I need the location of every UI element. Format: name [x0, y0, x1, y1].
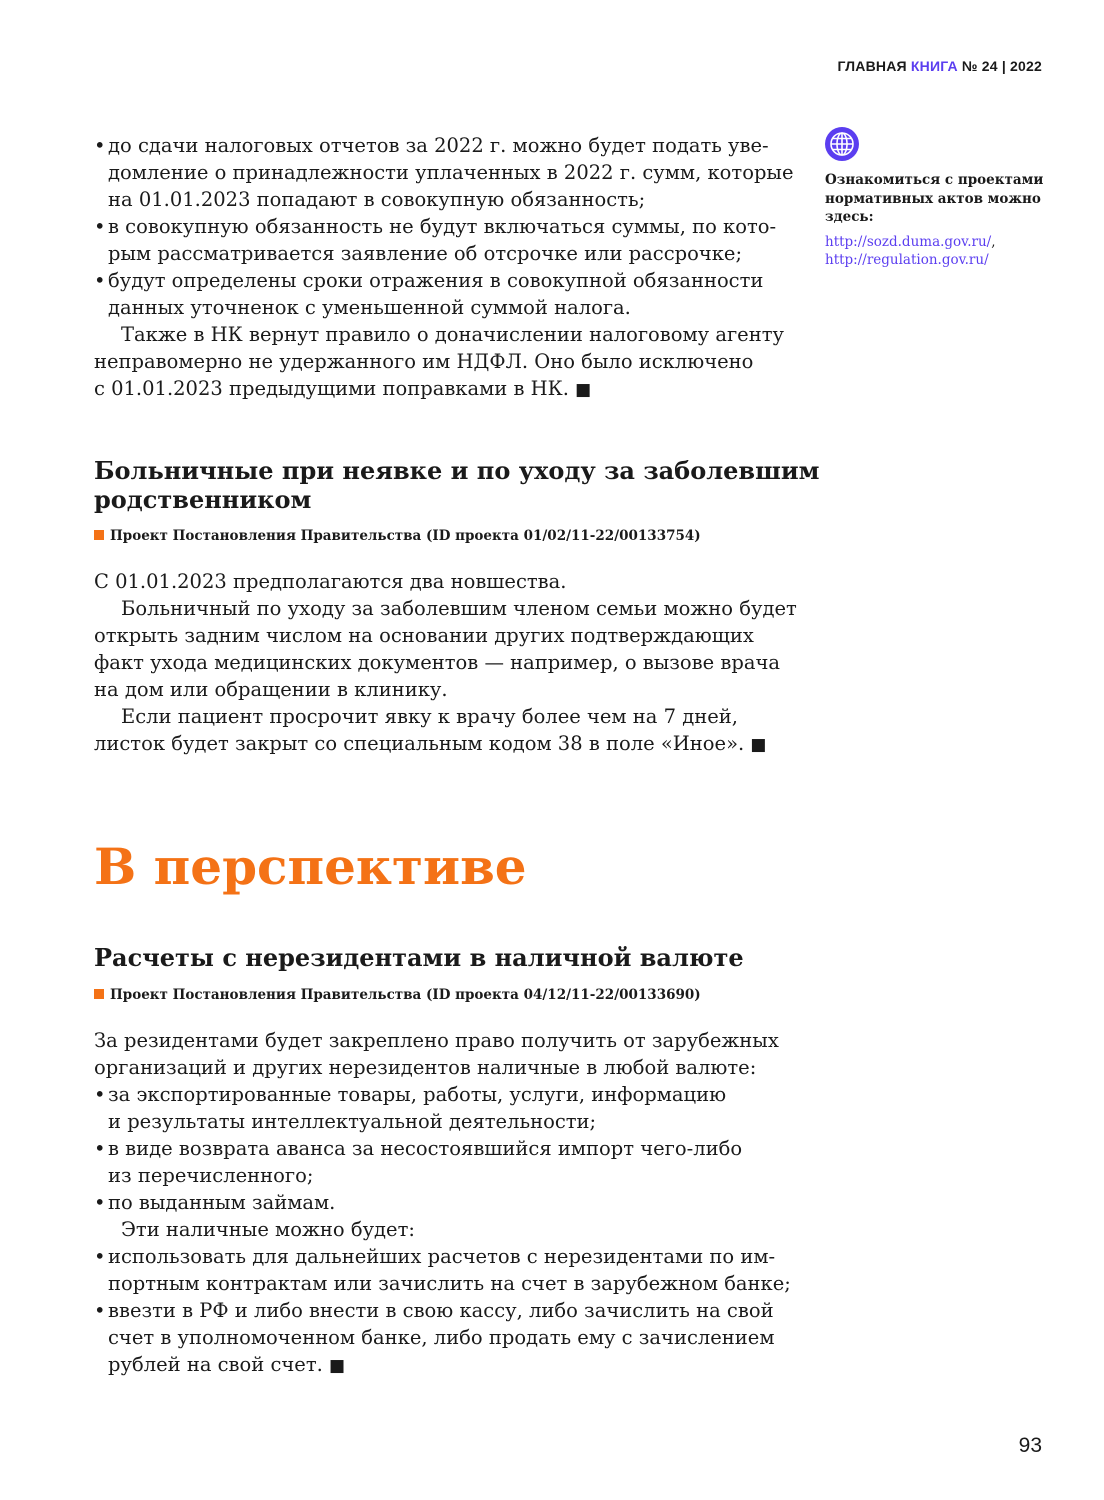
sidebar-text: Ознакомиться с проектами нормативных актов можно здесь: [825, 172, 1044, 225]
section-heading [94, 838, 794, 896]
article-nonresidents [94, 943, 794, 1380]
end-mark: ■ [575, 380, 592, 400]
list-item: • до сдачи налоговых отчетов за 2022 г. можно будет подать уве- домление о принадлежности уплаченных в 2022 г. сумм, которые на 01.01.2023 попадают в совокупную обязанность; [94, 134, 794, 211]
list-item: • ввезти в РФ и либо внести в свою кассу, либо зачислить на свой счет в уполномоченном банке, либо продать ему с зачислением рублей на свой счет. ■ [94, 1299, 775, 1376]
orange-square-icon [94, 989, 104, 999]
source-reference: Проект Постановления Правительства (ID проекта 01/02/11-22/00133754) [94, 527, 794, 545]
article-title: Расчеты с нерезидентами в наличной валюте [94, 943, 744, 972]
list-item: • в виде возврата аванса за несостоявшийся импорт чего-либо из перечисленного; [94, 1137, 743, 1187]
list-item: • будут определены сроки отражения в совокупной обязанности данных уточненок с уменьшенной суммой налога. [94, 269, 764, 319]
article-sick-leave [94, 456, 820, 759]
running-header [837, 58, 1042, 74]
list-item: • за экспортированные товары, работы, услуги, информацию и результаты интеллектуальной деятельности; [94, 1083, 727, 1133]
section-title: В перспективе [94, 837, 527, 896]
list-item: • в совокупную обязанность не будут включаться суммы, по кото- рым рассматривается заявление об отсрочке или рассрочке; [94, 215, 777, 265]
top-paragraph: Также в НК вернут правило о доначислении налоговому агенту неправомерно не удержанного им НДФЛ. Оно было исключено с 01.01.2023 предыдущими поправками в НК. ■ [94, 323, 784, 400]
source-reference: Проект Постановления Правительства (ID проекта 04/12/11-22/00133690) [94, 986, 794, 1004]
article-body: С 01.01.2023 предполагаются два новшества. Больничный по уходу за заболевшим членом семьи можно будет открыть задним числом на основании других подтверждающих факт ухода медицинских документов — например, о вызове врача на дом или обращении в клинику. Если пациент просрочит явку к врачу более чем на 7 дней, листок будет закрыт со специальным кодом 38 в поле «Иное». ■ [94, 570, 797, 755]
top-bullet-list [94, 132, 794, 321]
article-body: За резидентами будет закреплено право получить от зарубежных организаций и других нерезидентов наличные в любой валюте: • за экспортированные товары, работы, услуги, информацию и результаты интеллектуальной деятельности; • в виде возврата аванса за несостоявшийся импорт чего-либо из перечисленного; • по выданным займам. Эти наличные можно будет: • использовать для дальнейших расчетов с нерезидентами по им- портным контрактам или зачислить на счет в зарубежном банке; • ввезти в РФ и либо внести в свою кассу, либо зачислить на свой счет в уполномоченном банке, либо продать ему с зачислением рублей на свой счет. ■ [94, 1027, 794, 1380]
sidebar-note [825, 127, 1055, 270]
list-item: • по выданным займам. [94, 1191, 336, 1214]
top-block [94, 132, 794, 404]
orange-square-icon [94, 530, 104, 540]
bullet-list [94, 1081, 794, 1216]
globe-icon [825, 127, 859, 161]
end-mark: ■ [329, 1356, 346, 1376]
link-sozd-duma[interactable]: http://sozd.duma.gov.ru/ [825, 233, 992, 250]
end-mark: ■ [750, 735, 767, 755]
page-number: 93 [1018, 1434, 1042, 1457]
link-regulation[interactable]: http://regulation.gov.ru/ [825, 252, 989, 268]
sidebar-links: http://sozd.duma.gov.ru/, http://regulation.gov.ru/ [825, 233, 996, 268]
bullet-list [94, 1243, 794, 1380]
list-item: • использовать для дальнейших расчетов с нерезидентами по им- портным контрактам или зачислить на счет в зарубежном банке; [94, 1245, 791, 1295]
brand-part1: ГЛАВНАЯ [837, 58, 907, 74]
issue-number: № 24 | 2022 [961, 58, 1042, 74]
brand-part2: КНИГА [910, 58, 958, 74]
article-title: Больничные при неявке и по уходу за заболевшим родственником [94, 456, 820, 514]
